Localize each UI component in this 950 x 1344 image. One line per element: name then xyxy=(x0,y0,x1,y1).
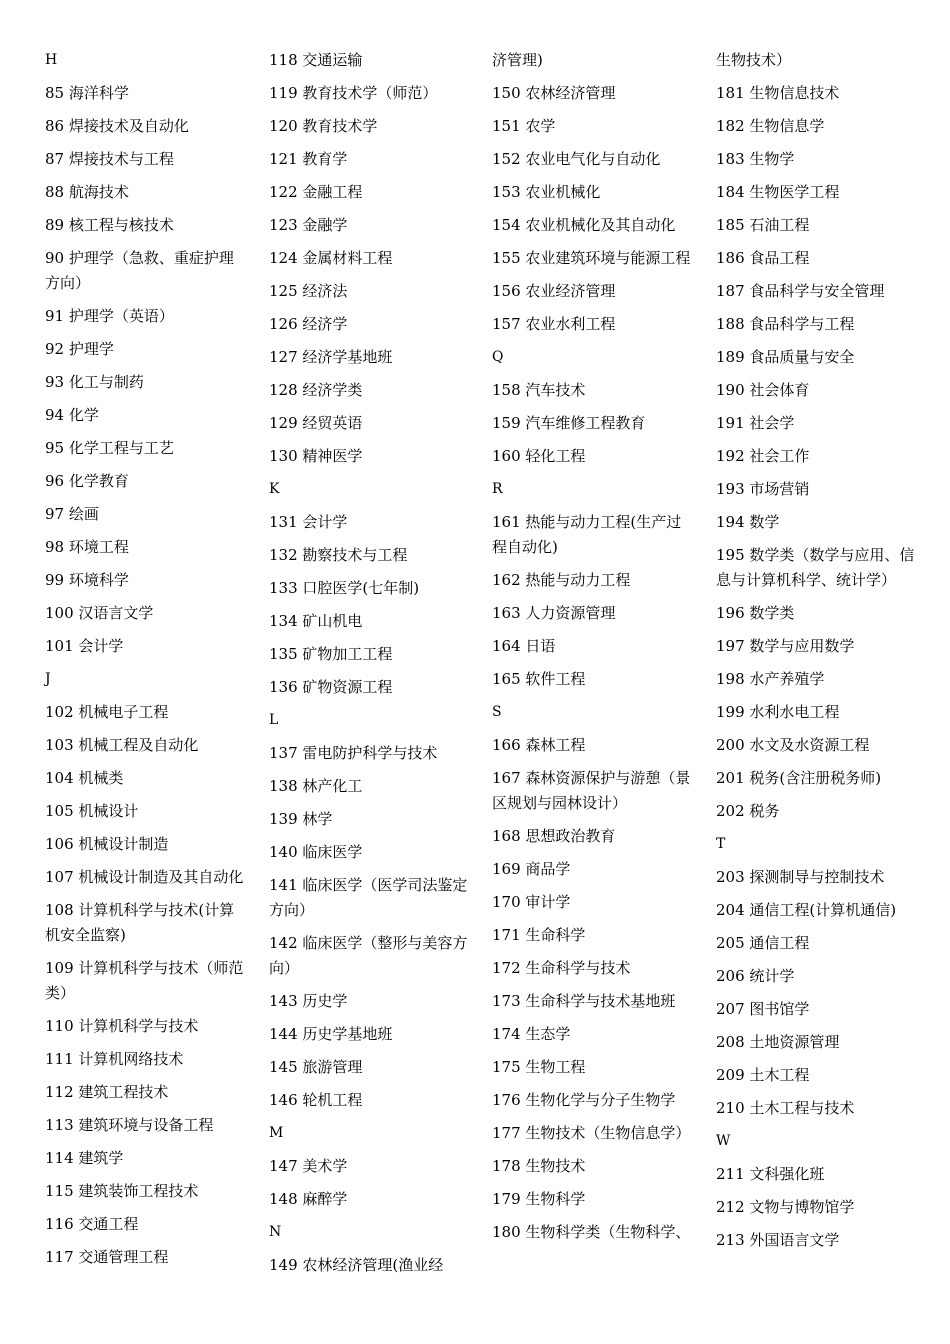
list-item: 110 计算机科学与技术 xyxy=(45,1017,199,1035)
list-item: 86 焊接技术及自动化 xyxy=(45,117,189,135)
list-item: 156 农业经济管理 xyxy=(492,282,616,300)
list-item: 175 生物工程 xyxy=(492,1058,586,1076)
list-item: 169 商品学 xyxy=(492,860,571,878)
list-item: 155 农业建筑环境与能源工程 xyxy=(492,249,691,267)
list-item: 85 海洋科学 xyxy=(45,84,129,102)
list-item: 194 数学 xyxy=(716,513,780,531)
section-letter: S xyxy=(492,704,502,720)
list-item: 122 金融工程 xyxy=(269,183,363,201)
list-item: 137 雷电防护科学与技术 xyxy=(269,744,438,762)
list-item: 200 水文及水资源工程 xyxy=(716,736,870,754)
list-item: 203 探测制导与控制技术 xyxy=(716,868,885,886)
list-item: 125 经济法 xyxy=(269,282,348,300)
list-item: 104 机械类 xyxy=(45,769,124,787)
list-item: 115 建筑装饰工程技术 xyxy=(45,1182,199,1200)
list-item: 162 热能与动力工程 xyxy=(492,571,631,589)
list-item: 133 口腔医学(七年制) xyxy=(269,579,420,597)
list-item: 147 美术学 xyxy=(269,1157,348,1175)
list-item: 140 临床医学 xyxy=(269,843,363,861)
list-item: 119 教育技术学（师范） xyxy=(269,84,438,102)
list-item: 116 交通工程 xyxy=(45,1215,139,1233)
list-item: 190 社会体育 xyxy=(716,381,810,399)
list-item: 193 市场营销 xyxy=(716,480,810,498)
list-item: 181 生物信息技术 xyxy=(716,84,840,102)
section-letter: K xyxy=(269,481,280,497)
section-letter: R xyxy=(492,481,503,497)
list-item: 179 生物科学 xyxy=(492,1190,586,1208)
list-item: 112 建筑工程技术 xyxy=(45,1083,169,1101)
list-item: 199 水利水电工程 xyxy=(716,703,840,721)
list-item: 177 生物技术（生物信息学） xyxy=(492,1124,691,1142)
list-item: 134 矿山机电 xyxy=(269,612,363,630)
list-item: 186 食品工程 xyxy=(716,249,810,267)
list-item: 108 计算机科学与技术(计算机安全监察) xyxy=(45,901,235,944)
list-item: 107 机械设计制造及其自动化 xyxy=(45,868,244,886)
list-item: 141 临床医学（医学司法鉴定方向） xyxy=(269,876,468,919)
list-item: 210 土木工程与技术 xyxy=(716,1099,855,1117)
list-item: 144 历史学基地班 xyxy=(269,1025,393,1043)
list-item: 120 教育技术学 xyxy=(269,117,378,135)
list-item: 212 文物与博物馆学 xyxy=(716,1198,855,1216)
list-item: 124 金属材料工程 xyxy=(269,249,393,267)
section-letter: W xyxy=(716,1133,731,1149)
list-item: 142 临床医学（整形与美容方向） xyxy=(269,934,468,977)
list-item: 89 核工程与核技术 xyxy=(45,216,174,234)
list-item: 174 生态学 xyxy=(492,1025,571,1043)
list-item: 151 农学 xyxy=(492,117,556,135)
list-item: 106 机械设计制造 xyxy=(45,835,169,853)
list-item: 123 金融学 xyxy=(269,216,348,234)
list-item: 121 教育学 xyxy=(269,150,348,168)
list-item: 153 农业机械化 xyxy=(492,183,601,201)
list-item: 111 计算机网络技术 xyxy=(45,1050,184,1068)
list-item: 88 航海技术 xyxy=(45,183,129,201)
list-item: 92 护理学 xyxy=(45,340,114,358)
list-item: 91 护理学（英语） xyxy=(45,307,174,325)
section-letter: H xyxy=(45,52,58,68)
list-item: 166 森林工程 xyxy=(492,736,586,754)
list-item: 204 通信工程(计算机通信) xyxy=(716,901,897,919)
list-item: 173 生命科学与技术基地班 xyxy=(492,992,676,1010)
list-item: 164 日语 xyxy=(492,637,556,655)
section-letter: Q xyxy=(492,349,504,365)
list-item: 127 经济学基地班 xyxy=(269,348,393,366)
section-letter: J xyxy=(45,671,51,687)
column-4 xyxy=(716,48,916,1261)
list-item: 96 化学教育 xyxy=(45,472,129,490)
list-item: 150 农林经济管理 xyxy=(492,84,616,102)
list-item: 170 审计学 xyxy=(492,893,571,911)
list-item: 208 土地资源管理 xyxy=(716,1033,840,1051)
list-item: 139 林学 xyxy=(269,810,333,828)
column-1 xyxy=(45,48,245,1278)
list-item: 182 生物信息学 xyxy=(716,117,825,135)
section-letter: N xyxy=(269,1224,282,1240)
column-2 xyxy=(269,48,469,1286)
list-item: 176 生物化学与分子生物学 xyxy=(492,1091,676,1109)
list-item: 180 生物科学类（生物科学、 xyxy=(492,1223,691,1241)
list-item: 163 人力资源管理 xyxy=(492,604,616,622)
list-item: 158 汽车技术 xyxy=(492,381,586,399)
list-item: 101 会计学 xyxy=(45,637,124,655)
list-item: 148 麻醉学 xyxy=(269,1190,348,1208)
list-item: 105 机械设计 xyxy=(45,802,139,820)
list-item: 145 旅游管理 xyxy=(269,1058,363,1076)
list-item: 95 化学工程与工艺 xyxy=(45,439,174,457)
list-item: 189 食品质量与安全 xyxy=(716,348,855,366)
list-item: 103 机械工程及自动化 xyxy=(45,736,199,754)
list-item: 146 轮机工程 xyxy=(269,1091,363,1109)
list-item: 195 数学类（数学与应用、信息与计算机科学、统计学） xyxy=(716,546,915,589)
list-item: 94 化学 xyxy=(45,406,99,424)
section-letter: L xyxy=(269,712,279,728)
list-item-continuation: 生物技术） xyxy=(716,51,792,69)
list-item: 157 农业水利工程 xyxy=(492,315,616,333)
list-item: 93 化工与制药 xyxy=(45,373,144,391)
list-item: 185 石油工程 xyxy=(716,216,810,234)
list-item: 178 生物技术 xyxy=(492,1157,586,1175)
list-item: 201 税务(含注册税务师) xyxy=(716,769,882,787)
list-item: 113 建筑环境与设备工程 xyxy=(45,1116,214,1134)
list-item: 191 社会学 xyxy=(716,414,795,432)
list-item: 131 会计学 xyxy=(269,513,348,531)
list-item: 99 环境科学 xyxy=(45,571,129,589)
column-3 xyxy=(492,48,692,1253)
list-item: 171 生命科学 xyxy=(492,926,586,944)
section-letter: M xyxy=(269,1125,284,1141)
list-item: 160 轻化工程 xyxy=(492,447,586,465)
list-item: 100 汉语言文学 xyxy=(45,604,154,622)
section-letter: T xyxy=(716,836,726,852)
list-item: 167 森林资源保护与游憩（景区规划与园林设计） xyxy=(492,769,691,812)
list-item: 87 焊接技术与工程 xyxy=(45,150,174,168)
list-item: 90 护理学（急救、重症护理方向） xyxy=(45,249,234,292)
list-item-continuation: 济管理) xyxy=(492,51,543,69)
list-item: 172 生命科学与技术 xyxy=(492,959,631,977)
list-item: 206 统计学 xyxy=(716,967,795,985)
list-item: 205 通信工程 xyxy=(716,934,810,952)
list-item: 183 生物学 xyxy=(716,150,795,168)
list-item: 102 机械电子工程 xyxy=(45,703,169,721)
list-item: 109 计算机科学与技术（师范类） xyxy=(45,959,244,1002)
list-item: 154 农业机械化及其自动化 xyxy=(492,216,676,234)
list-item: 165 软件工程 xyxy=(492,670,586,688)
list-item: 184 生物医学工程 xyxy=(716,183,840,201)
list-item: 198 水产养殖学 xyxy=(716,670,825,688)
list-item: 209 土木工程 xyxy=(716,1066,810,1084)
list-item: 207 图书馆学 xyxy=(716,1000,810,1018)
list-item: 126 经济学 xyxy=(269,315,348,333)
list-item: 202 税务 xyxy=(716,802,780,820)
list-item: 130 精神医学 xyxy=(269,447,363,465)
list-item: 135 矿物加工工程 xyxy=(269,645,393,663)
list-item: 97 绘画 xyxy=(45,505,99,523)
list-item: 118 交通运输 xyxy=(269,51,363,69)
list-item: 159 汽车维修工程教育 xyxy=(492,414,646,432)
list-item: 117 交通管理工程 xyxy=(45,1248,169,1266)
list-item: 98 环境工程 xyxy=(45,538,129,556)
list-item: 132 勘察技术与工程 xyxy=(269,546,408,564)
list-item: 196 数学类 xyxy=(716,604,795,622)
list-item: 213 外国语言文学 xyxy=(716,1231,840,1249)
list-item: 129 经贸英语 xyxy=(269,414,363,432)
list-item: 149 农林经济管理(渔业经 xyxy=(269,1256,444,1274)
list-item: 197 数学与应用数学 xyxy=(716,637,855,655)
list-item: 143 历史学 xyxy=(269,992,348,1010)
list-item: 188 食品科学与工程 xyxy=(716,315,855,333)
list-item: 152 农业电气化与自动化 xyxy=(492,150,661,168)
list-item: 168 思想政治教育 xyxy=(492,827,616,845)
list-item: 161 热能与动力工程(生产过程自动化) xyxy=(492,513,682,556)
list-item: 211 文科强化班 xyxy=(716,1165,825,1183)
list-item: 187 食品科学与安全管理 xyxy=(716,282,885,300)
list-item: 192 社会工作 xyxy=(716,447,810,465)
list-item: 128 经济学类 xyxy=(269,381,363,399)
list-item: 136 矿物资源工程 xyxy=(269,678,393,696)
list-item: 114 建筑学 xyxy=(45,1149,124,1167)
list-item: 138 林产化工 xyxy=(269,777,363,795)
